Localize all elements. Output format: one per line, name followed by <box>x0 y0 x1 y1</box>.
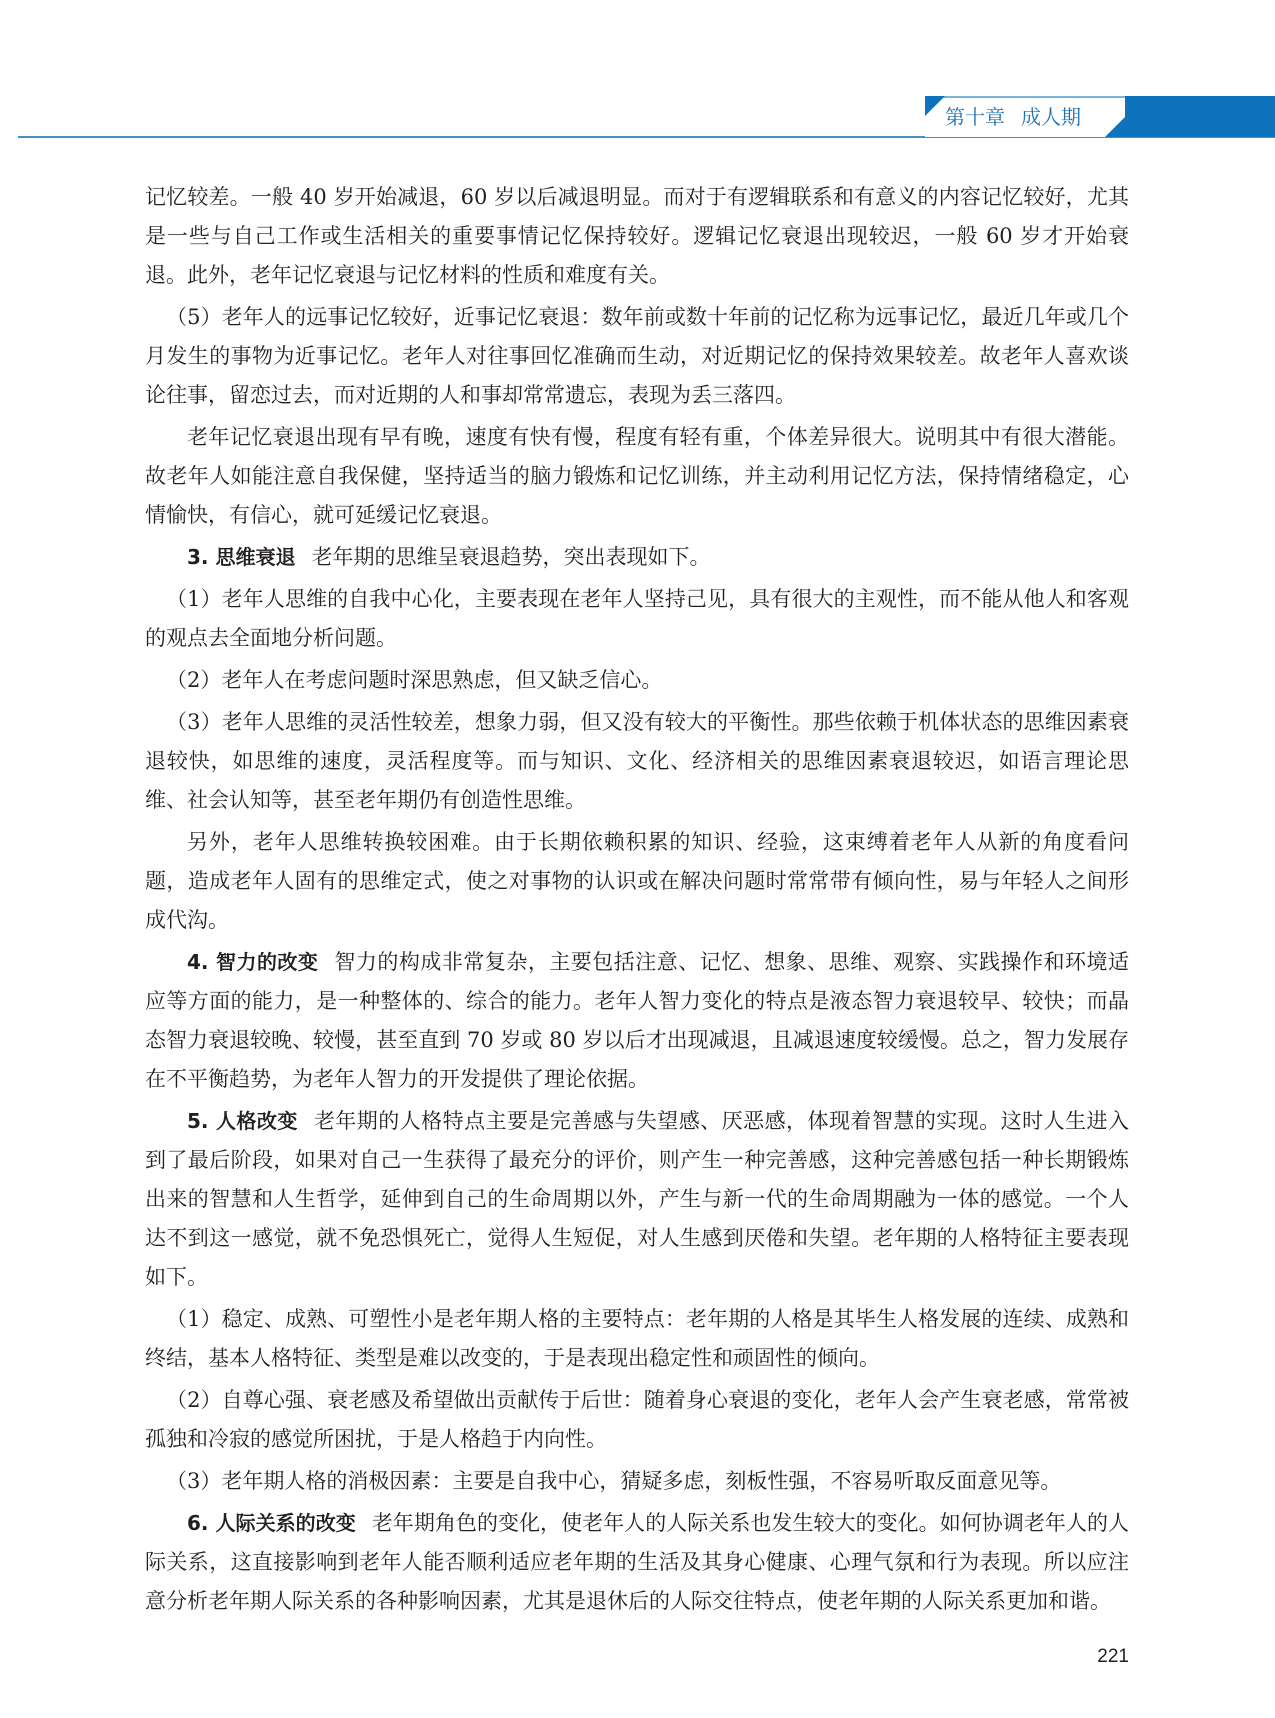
paragraph-text: 老年记忆衰退出现有早有晚，速度有快有慢，程度有轻有重，个体差异很大。说明其中有很大潜能。故老年人如能注意自我保健，坚持适当的脑力锻炼和记忆训练，并主动利用记忆方法，保持情绪稳定，心情愉快，有信心，就可延缓记忆衰退。 <box>145 425 1129 527</box>
paragraph-text: （2）自尊心强、衰老感及希望做出贡献传于后世：随着身心衰退的变化，老年人会产生衰老感，常常被孤独和冷寂的感觉所困扰，于是人格趋于内向性。 <box>145 1388 1129 1451</box>
section-heading: 5. 人格改变 <box>187 1109 298 1133</box>
paragraph <box>145 298 1129 415</box>
paragraph-text: （3）老年人思维的灵活性较差，想象力弱，但又没有较大的平衡性。那些依赖于机体状态的思维因素衰退较快，如思维的速度，灵活程度等。而与知识、文化、经济相关的思维因素衰退较迟，如语言理论思维、社会认知等，甚至老年期仍有创造性思维。 <box>145 710 1129 812</box>
body-text <box>145 0 1129 1621</box>
paragraph <box>145 1462 1129 1501</box>
page-number: 221 <box>1097 1646 1129 1667</box>
chapter-title: 成人期 <box>1021 105 1081 129</box>
paragraph-text: （1）老年人思维的自我中心化，主要表现在老年人坚持己见，具有很大的主观性，而不能从他人和客观的观点去全面地分析问题。 <box>145 587 1129 650</box>
section-paragraph <box>145 538 1129 577</box>
paragraph <box>145 580 1129 658</box>
paragraph <box>145 703 1129 820</box>
paragraph <box>145 418 1129 535</box>
paragraph <box>145 1381 1129 1459</box>
header-blue-block <box>1125 96 1275 137</box>
section-heading: 3. 思维衰退 <box>187 545 296 569</box>
section-paragraph <box>145 1102 1129 1297</box>
paragraph-text: 老年期的思维呈衰退趋势，突出表现如下。 <box>311 545 711 569</box>
paragraph-text: 另外，老年人思维转换较困难。由于长期依赖积累的知识、经验，这束缚着老年人从新的角度看问题，造成老年人固有的思维定式，使之对事物的认识或在解决问题时常常带有倾向性，易与年轻人之间形成代沟。 <box>145 830 1129 932</box>
section-heading: 6. 人际关系的改变 <box>187 1511 356 1535</box>
paragraph-text: 智力的构成非常复杂，主要包括注意、记忆、想象、思维、观察、实践操作和环境适应等方面的能力，是一种整体的、综合的能力。老年人智力变化的特点是液态智力衰退较早、较快；而晶态智力衰退较晚、较慢，甚至直到 70 岁或 80 岁以后才出现减退，且减退速度较缓慢。总之，智力发展存在不平衡趋势，为老年人智力的开发提供了理论依据。 <box>145 950 1130 1091</box>
paragraph <box>145 823 1129 940</box>
paragraph-text: （1）稳定、成熟、可塑性小是老年期人格的主要特点：老年期的人格是其毕生人格发展的连续、成熟和终结，基本人格特征、类型是难以改变的，于是表现出稳定性和顽固性的倾向。 <box>145 1307 1129 1370</box>
section-paragraph <box>145 1504 1129 1621</box>
paragraph-text: 老年期角色的变化，使老年人的人际关系也发生较大的变化。如何协调老年人的人际关系，这直接影响到老年人能否顺利适应老年期的生活及其身心健康、心理气氛和行为表现。所以应注意分析老年期人际关系的各种影响因素，尤其是退休后的人际交往特点，使老年期的人际关系更加和谐。 <box>145 1511 1129 1613</box>
paragraph <box>145 178 1129 295</box>
paragraph-text: （2）老年人在考虑问题时深思熟虑，但又缺乏信心。 <box>166 668 663 692</box>
paragraph <box>145 661 1129 700</box>
paragraph-text: 记忆较差。一般 40 岁开始减退，60 岁以后减退明显。而对于有逻辑联系和有意义的内容记忆较好，尤其是一些与自己工作或生活相关的重要事情记忆保持较好。逻辑记忆衰退出现较迟，一般 60 岁才开始衰退。此外，老年记忆衰退与记忆材料的性质和难度有关。 <box>145 185 1129 287</box>
chapter-number: 第十章 <box>945 105 1005 129</box>
page-footer <box>145 1645 1129 1709</box>
paragraph-text: （5）老年人的远事记忆较好，近事记忆衰退：数年前或数十年前的记忆称为远事记忆，最近几年或几个月发生的事物为近事记忆。老年人对往事回忆准确而生动，对近期记忆的保持效果较差。故老年人喜欢谈论往事，留恋过去，而对近期的人和事却常常遗忘，表现为丢三落四。 <box>145 305 1129 407</box>
section-heading: 4. 智力的改变 <box>187 950 319 974</box>
paragraph <box>145 1300 1129 1378</box>
section-paragraph <box>145 943 1129 1099</box>
paragraph-text: 老年期的人格特点主要是完善感与失望感、厌恶感，体现着智慧的实现。这时人生进入到了最后阶段，如果对自己一生获得了最充分的评价，则产生一种完善感，这种完善感包括一种长期锻炼出来的智慧和人生哲学，延伸到自己的生命周期以外，产生与新一代的生命周期融为一体的感觉。一个人达不到这一感觉，就不免恐惧死亡，觉得人生短促，对人生感到厌倦和失望。老年期的人格特征主要表现如下。 <box>145 1109 1130 1289</box>
paragraph-text: （3）老年期人格的消极因素：主要是自我中心，猜疑多虑，刻板性强，不容易听取反面意见等。 <box>166 1469 1062 1493</box>
